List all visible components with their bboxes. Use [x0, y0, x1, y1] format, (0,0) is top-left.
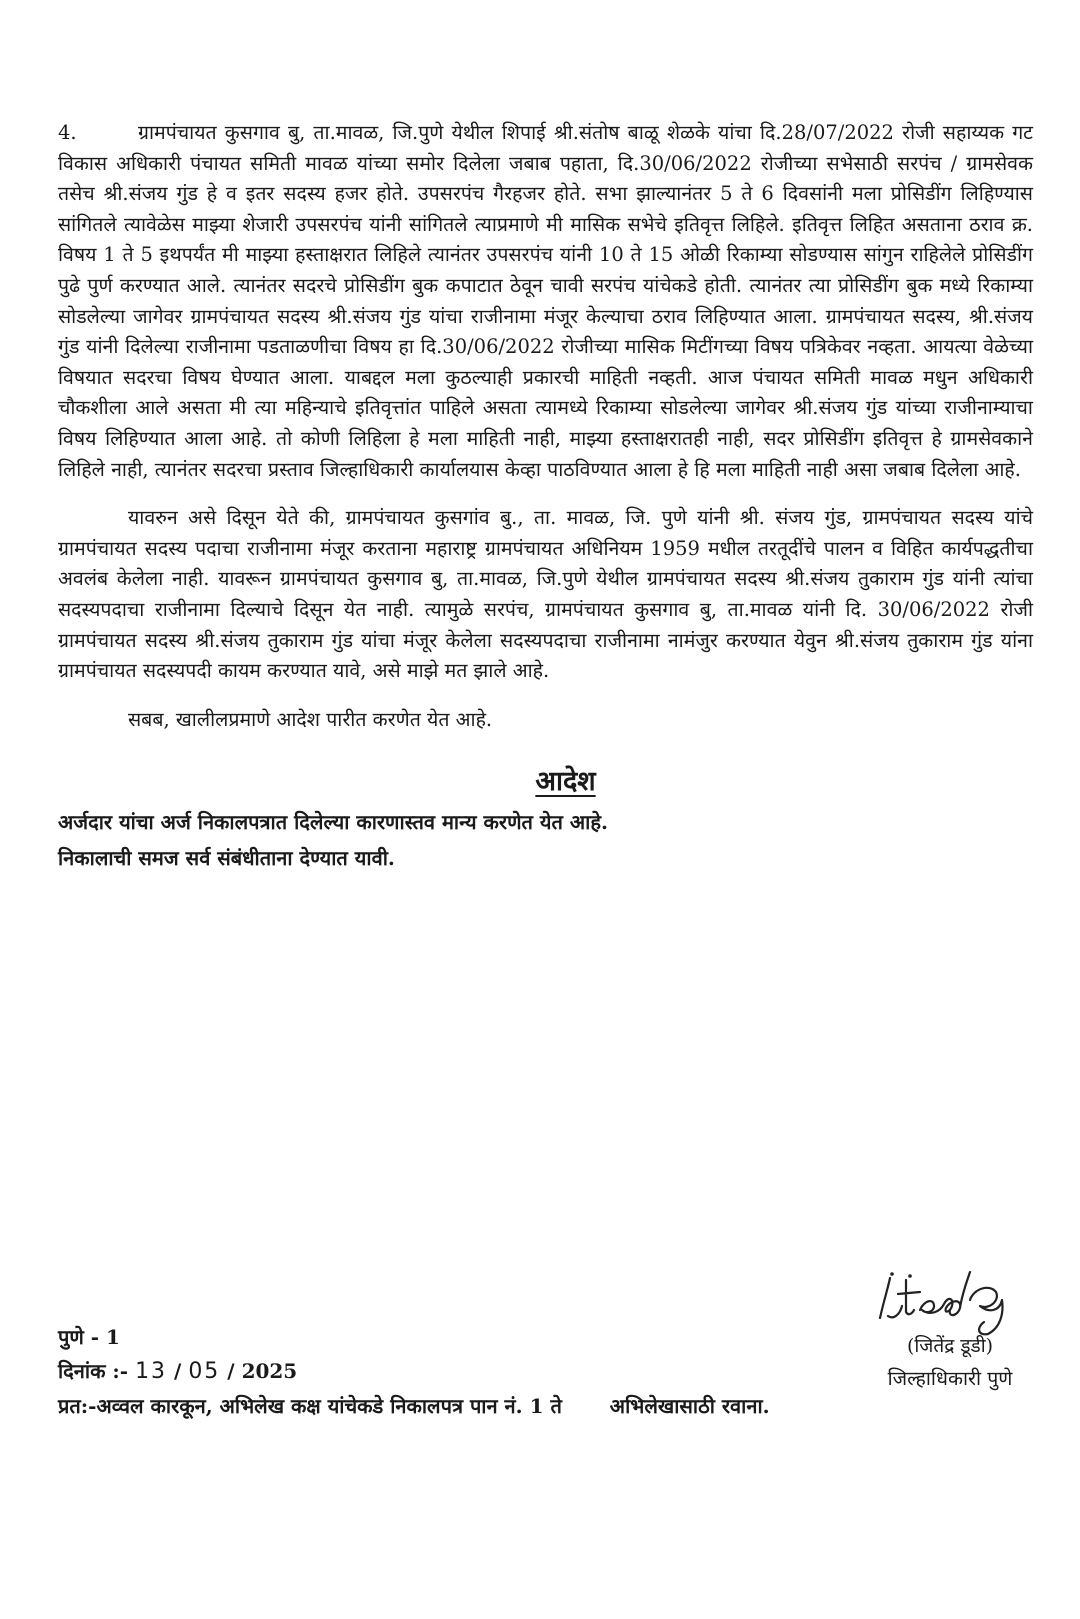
- signatory-title: जिल्हाधिकारी पुणे: [887, 1367, 1013, 1390]
- copy-line-part1: प्रत:-अव्वल कारकून, अभिलेख कक्ष यांचेकडे निकालपत्र पान नं. 1 ते: [58, 1394, 562, 1418]
- place-line: पुणे - 1: [58, 1325, 120, 1349]
- date-month: 05: [188, 1359, 221, 1384]
- paragraph-4-text: ग्रामपंचायत कुसगाव बु, ता.मावळ, जि.पुणे येथील शिपाई श्री.संतोष बाळू शेळके यांचा दि.28/07/2022 रोजी सहाय्यक गट विकास अधिकारी पंचायत समिती मावळ यांच्या समोर दिलेला जबाब पहाता, दि.30/06/2022 रोजीच्या सभेसाठी सरपंच / ग्रामसेवक तसेच श्री.संजय गुंड हे व इतर सदस्य हजर होते. उपसरपंच गैरहजर होते. सभा झाल्यानंतर 5 ते 6 दिवसांनी मला प्रोसिडींग लिहिण्यास सांगितले त्यावेळेस माझ्या शेजारी उपसरपंच यांनी सांगितले त्याप्रमाणे मी मासिक सभेचे इतिवृत्त लिहिले. इतिवृत्त लिहित असताना ठराव क्र. विषय 1 ते 5 इथपर्यंत मी माझ्या हस्ताक्षरात लिहिले त्यानंतर उपसरपंच यांनी 10 ते 15 ओळी रिकाम्या सोडण्यास सांगुन राहिलेले प्रोसिडींग पुढे पुर्ण करण्यात आले. त्यानंतर सदरचे प्रोसिडींग बुक कपाटात ठेवून चावी सरपंच यांचेकडे होती. त्यानंतर त्या प्रोसिडींग बुक मध्ये रिकाम्या सोडलेल्या जागेवर ग्रामपंचायत सदस्य श्री.संजय गुंड यांचा राजीनामा मंजूर केल्याचा ठराव लिहिण्यात आला. ग्रामपंचायत सदस्य, श्री.संजय गुंड यांनी दिलेल्या राजीनामा पडताळणीचा विषय हा दि.30/06/2022 रोजीच्या मासिक मिटींगच्या विषय पत्रिकेवर नव्हता. आयत्या वेळेच्या विषयात सदरचा विषय घेण्यात आला. याबद्दल मला कुठल्याही प्रकारची माहिती नव्हती. आज पंचायत समिती मावळ मधुन अधिकारी चौकशीला आले असता मी त्या महिन्याचे इतिवृत्तांत पाहिले असता त्यामध्ये रिकाम्या सोडलेल्या जागेवर श्री.संजय गुंड यांच्या राजीनाम्याचा विषय लिहिण्यात आला आहे. तो कोणी लिहिला हे मला माहिती नाही, माझ्या हस्ताक्षरातही नाही, सदर प्रोसिडींग इतिवृत्त हे ग्रामसेवकाने लिहिले नाही, त्यानंतर सदरचा प्रस्ताव जिल्हाधिकारी कार्यालयास केव्हा पाठविण्यात आला हे हि मला माहिती नाही असा जबाब दिलेला आहे.: [58, 121, 1033, 481]
- copy-line: [58, 1389, 1033, 1423]
- paragraph-conclusion: यावरुन असे दिसून येते की, ग्रामपंचायत कुसगांव बु., ता. मावळ, जि. पुणे यांनी श्री. संजय गुंड, ग्रामपंचायत सदस्य यांचे ग्रामपंचायत सदस्य पदाचा राजीनामा मंजूर करताना महाराष्ट्र ग्रामपंचायत अधिनियम 1959 मधील तरतूदींचे पालन व विहित कार्यपद्धतीचा अवलंब केलेला नाही. यावरून ग्रामपंचायत कुसगाव बु, ता.मावळ, जि.पुणे येथील ग्रामपंचायत सदस्य श्री.संजय तुकाराम गुंड यांनी त्यांचा सदस्यपदाचा राजीनामा दिल्याचे दिसून येत नाही. त्यामुळे सरपंच, ग्रामपंचायत कुसगाव बु, ता.मावळ यांनी दि. 30/06/2022 रोजी ग्रामपंचायत सदस्य श्री.संजय तुकाराम गुंड यांचा मंजूर केलेला सदस्यपदाचा राजीनामा नामंजुर करण्यात येवुन श्री.संजय तुकाराम गुंड यांना ग्रामपंचायत सदस्यपदी कायम करण्यात यावे, असे माझे मत झाले आहे.: [58, 506, 1033, 683]
- paragraph-reason: सबब, खालीलप्रमाणे आदेश पारीत करणेत येत आहे.: [128, 707, 493, 731]
- date-year: 2025: [241, 1359, 298, 1383]
- order-line-2: निकालाची समज सर्व संबंधीताना देण्यात यावी.: [58, 846, 395, 871]
- footer: [58, 1320, 1033, 1423]
- date-label: दिनांक :-: [58, 1359, 129, 1383]
- paragraph-4: [58, 118, 1033, 485]
- order-heading: आदेश: [535, 766, 596, 798]
- order-line-1: अर्जदार यांचा अर्ज निकालपत्रात दिलेल्या कारणास्तव मान्य करणेत येत आहे.: [58, 810, 608, 835]
- date-day: 13: [135, 1359, 168, 1384]
- paragraph-number: 4.: [58, 121, 77, 144]
- order-block: [58, 804, 1033, 876]
- date-line: दिनांक :- 13 / 05 / 2025: [58, 1359, 298, 1384]
- signatory-name: (जितेंद्र डूडी): [906, 1335, 994, 1357]
- copy-line-part2: अभिलेखासाठी रवाना.: [609, 1394, 770, 1418]
- document-body: [58, 118, 1033, 876]
